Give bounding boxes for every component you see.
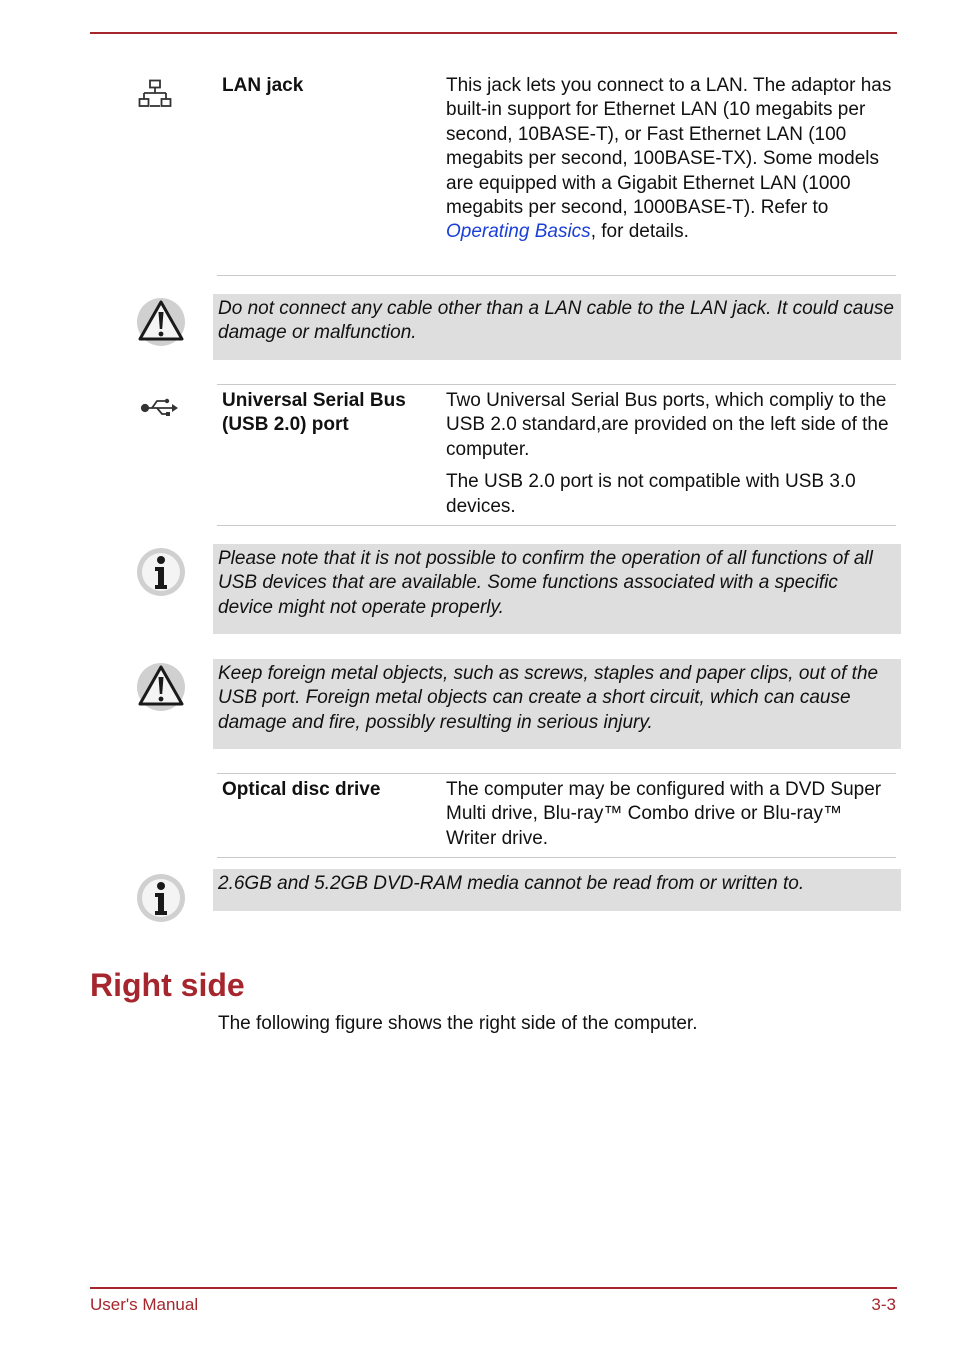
row-divider <box>217 857 896 858</box>
footer-rule <box>90 1287 897 1289</box>
network-icon <box>138 79 172 109</box>
lan-jack-term: LAN jack <box>222 75 304 96</box>
row-divider <box>217 773 896 774</box>
info-note-usb: Please note that it is not possible to confirm the operation of all functions of all USB devices that are available. Some functions associated with a specific device might not operate properly. <box>213 544 901 634</box>
info-note-dvd-ram: 2.6GB and 5.2GB DVD-RAM media cannot be read from or written to. <box>213 869 901 911</box>
usb-port-description: Two Universal Serial Bus ports, which compliy to the USB 2.0 standard,are provided on the left side of the computer. The USB 2.0 port is not compatible with USB 3.0 devices. <box>446 390 889 517</box>
info-icon <box>136 547 186 597</box>
header-rule <box>90 32 897 34</box>
optical-drive-term: Optical disc drive <box>222 779 381 800</box>
lan-jack-description: This jack lets you connect to a LAN. The adaptor has built-in support for Ethernet LAN (10 megabits per second, 10BASE-T), or Fast Ethernet LAN (100 megabits per second, 100BASE-TX). Some models are equipped with a Gigabit Ethernet LAN (1000 megabits per second, 1000BASE-T). Refer to Operating Basics, for details. <box>446 75 892 243</box>
warning-icon <box>136 661 186 713</box>
operating-basics-link[interactable]: Operating Basics <box>446 221 591 243</box>
warning-icon <box>136 296 186 348</box>
info-icon <box>136 873 186 923</box>
usb-port-term: Universal Serial Bus (USB 2.0) port <box>222 390 406 436</box>
section-heading: Right side <box>90 967 245 1003</box>
optical-drive-description: The computer may be configured with a DVD Super Multi drive, Blu-ray™ Combo drive or Blu-ray™ Writer drive. <box>446 779 882 849</box>
row-divider <box>217 384 896 385</box>
row-divider <box>217 275 896 276</box>
usb-icon <box>140 398 180 418</box>
warning-note-lan: Do not connect any cable other than a LAN cable to the LAN jack. It could cause damage or malfunction. <box>213 294 901 360</box>
section-text: The following figure shows the right side of the computer. <box>218 1013 698 1034</box>
row-divider <box>217 525 896 526</box>
footer-page-number: 3-3 <box>871 1295 896 1314</box>
warning-note-usb: Keep foreign metal objects, such as screws, staples and paper clips, out of the USB port. Foreign metal objects can create a short circuit, which can cause damage and fire, possibly resulting in serious injury. <box>213 659 901 749</box>
footer-manual-title: User's Manual <box>90 1295 199 1314</box>
